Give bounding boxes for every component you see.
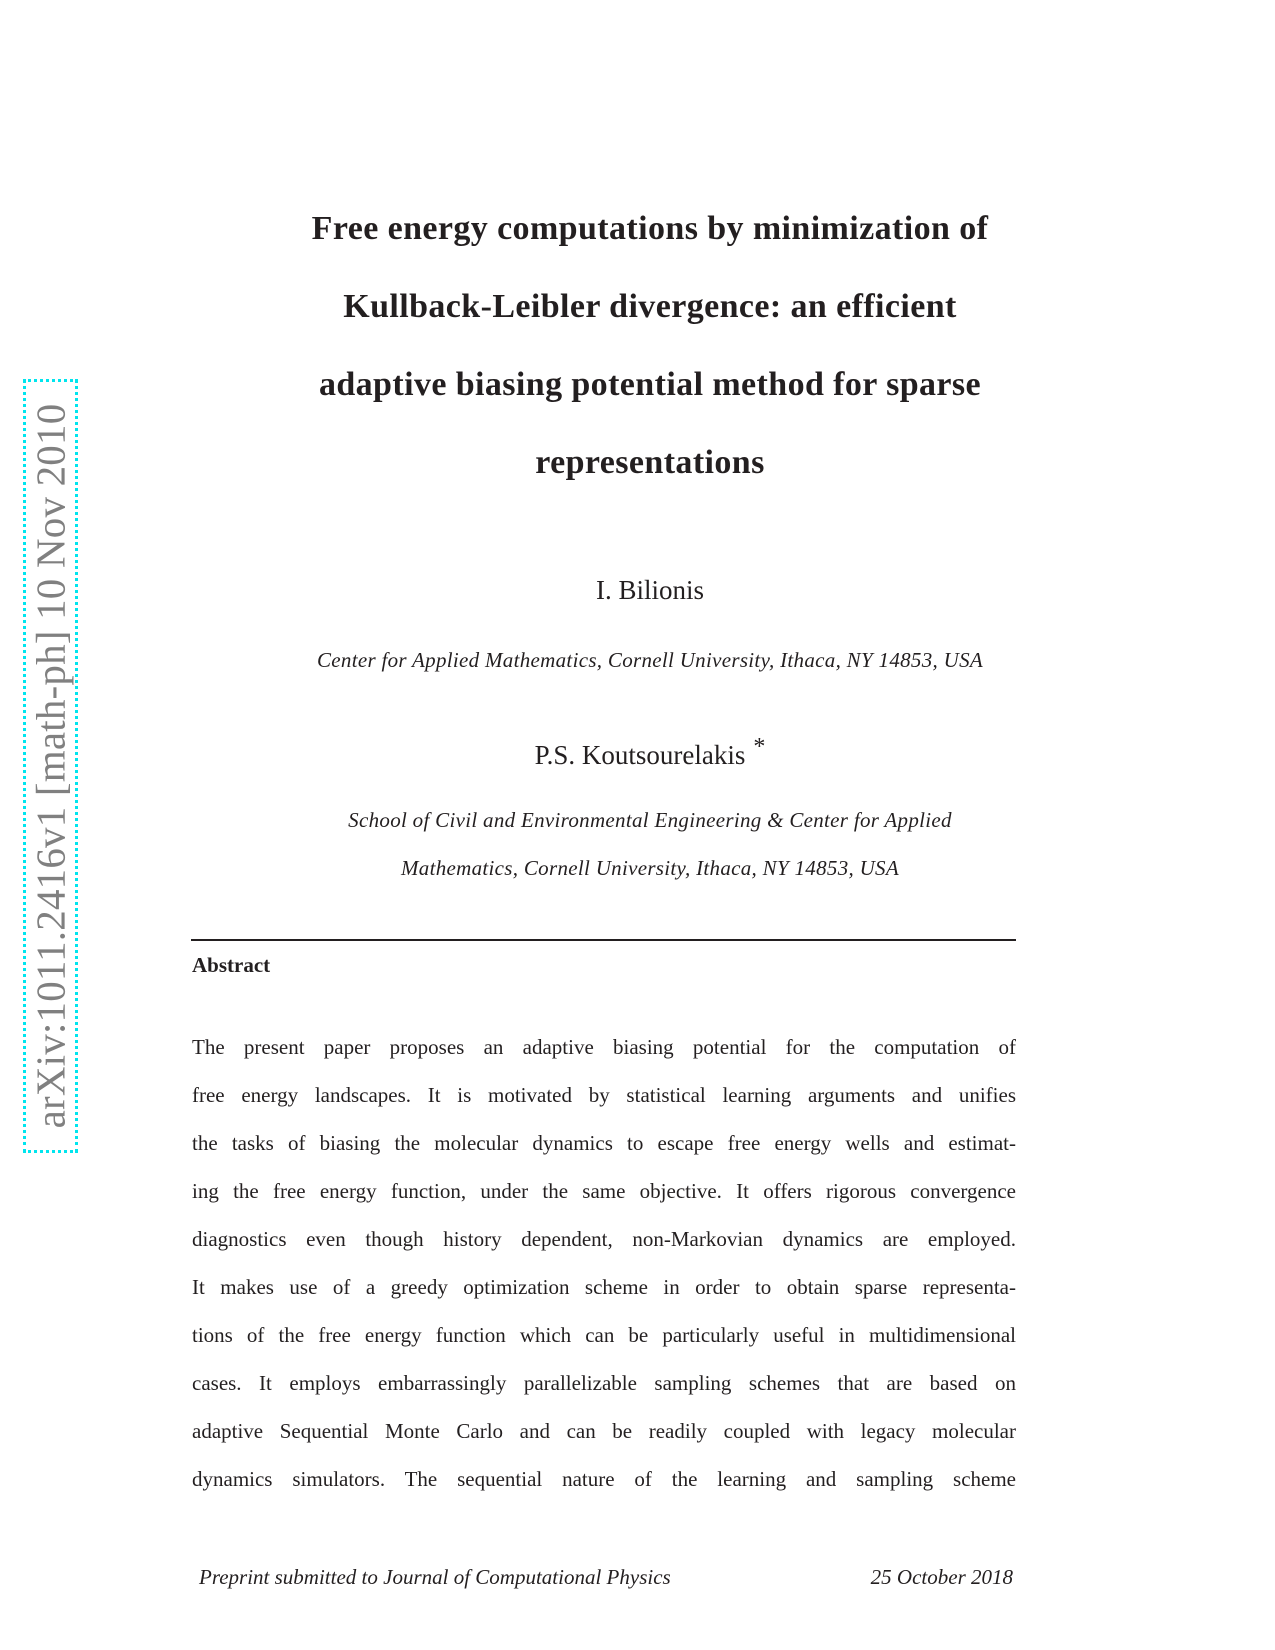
abstract-line: dynamics simulators. The sequential nature of the learning and sampling scheme [192, 1467, 1016, 1491]
arxiv-identifier: arXiv:1011.2416v1 [math-ph] 10 Nov 2010 [27, 403, 73, 1129]
corresponding-author-marker[interactable]: * [753, 734, 766, 760]
abstract-line: The present paper proposes an adaptive biasing potential for the computation of [192, 1035, 1016, 1059]
page-footer [199, 1563, 1013, 1591]
title-line: representations [535, 444, 765, 481]
footer-date: 25 October 2018 [870, 1565, 1013, 1589]
abstract-line: tions of the free energy function which can be particularly useful in multidimensional [192, 1323, 1016, 1347]
affiliation-line: Mathematics, Cornell University, Ithaca, NY 14853, USA [401, 856, 899, 880]
abstract-line: adaptive Sequential Monte Carlo and can be readily coupled with legacy molecular [192, 1419, 1016, 1443]
author-name: P.S. Koutsourelakis [534, 740, 746, 770]
abstract-line: free energy landscapes. It is motivated by statistical learning arguments and unifies [192, 1083, 1016, 1107]
abstract-line: It makes use of a greedy optimization scheme in order to obtain sparse representa- [192, 1275, 1016, 1299]
affiliation-bilionis [150, 636, 1150, 684]
author-name: I. Bilionis [595, 575, 704, 605]
affiliation-koutsourelakis [150, 796, 1150, 892]
abstract-body [192, 1023, 1016, 1503]
title-line: adaptive biasing potential method for sparse [318, 366, 982, 403]
title-line: Free energy computations by minimization of [311, 210, 989, 247]
abstract-line: cases. It employs embarrassingly parallelizable sampling schemes that are based on [192, 1371, 1016, 1395]
author-koutsourelakis [150, 730, 1150, 772]
affiliation-line: School of Civil and Environmental Engineering & Center for Applied [348, 808, 952, 832]
abstract-heading: Abstract [192, 953, 271, 977]
affiliation-line: Center for Applied Mathematics, Cornell University, Ithaca, NY 14853, USA [316, 648, 984, 672]
author-bilionis [150, 573, 1150, 607]
abstract-divider [191, 939, 1016, 941]
abstract-line: the tasks of biasing the molecular dynamics to escape free energy wells and estimat- [192, 1131, 1016, 1155]
title-line: Kullback-Leibler divergence: an efficient [343, 288, 957, 325]
paper-title [150, 190, 1150, 502]
abstract-line: ing the free energy function, under the same objective. It offers rigorous convergence [192, 1179, 1016, 1203]
arxiv-stamp [23, 379, 78, 1153]
abstract-line: diagnostics even though history dependent, non-Markovian dynamics are employed. [192, 1227, 1016, 1251]
preprint-note: Preprint submitted to Journal of Computational Physics [199, 1565, 671, 1589]
